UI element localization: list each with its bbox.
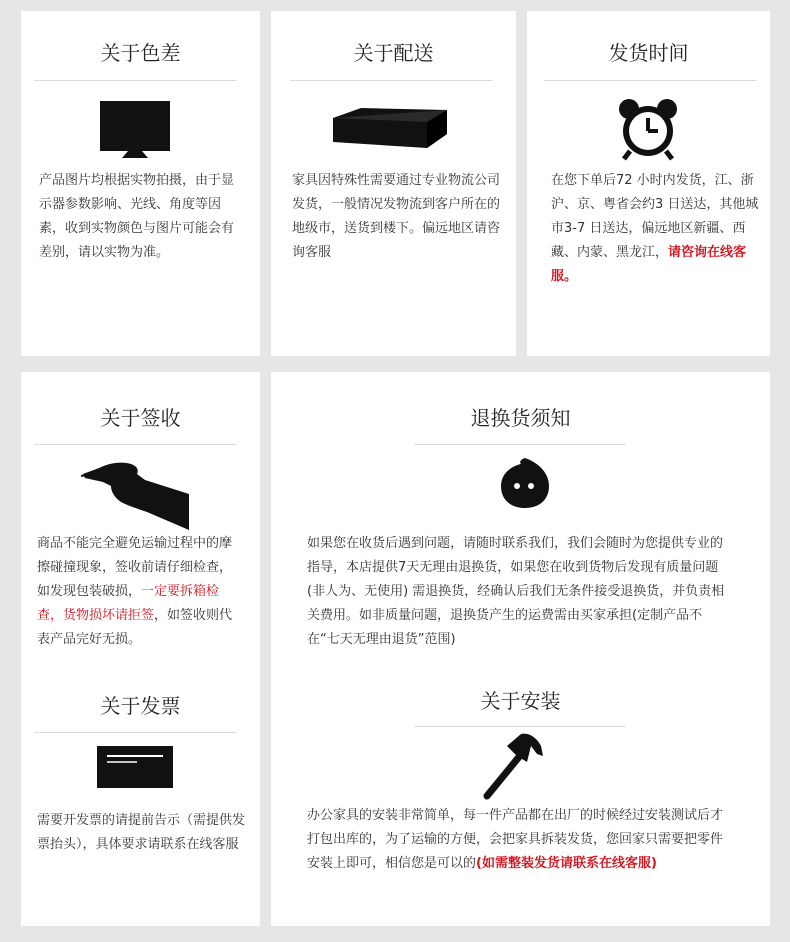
receipt-text-2: ，如签收则代表产品完好无损。 — [37, 608, 233, 647]
card-title: 关于色差 — [100, 41, 181, 65]
install-text: 办公家具的安装非常简单，每一件产品都在出厂的时候经过安装测试后才打包出库的，为了运输的方便，会把家具拆装发货，您回家只需要把零件安装上即可，相信您是可以的 — [307, 808, 724, 871]
install-contact-link[interactable]: (如需整装发货请联系在线客服) — [476, 856, 657, 871]
card-returns-install — [271, 372, 770, 926]
card-title: 关于配送 — [353, 41, 434, 65]
hammer-icon — [479, 732, 549, 802]
card-text: 需要开发票的请提前告示（需提供发票抬头），具体要求请联系在线客服 — [37, 813, 246, 852]
card-ship-time — [527, 11, 770, 356]
card-text: 如果您在收货后遇到问题，请随时联系我们，我们会随时为您提供专业的指导，本店提供7天无理由退换货，如果您在收到货物后发现有质量问题(非人为、无使用) 需退换货，经确认后我们无条件接受退换货，并负责相关费用。如非质量问题，退换货产生的运费需由买家承担(定制产品不在“七天无理由退货”范围) — [307, 536, 725, 647]
card-color-difference — [21, 11, 260, 356]
card-receipt-invoice — [21, 372, 260, 926]
receipt-warning: 一定要拆箱检查，货物损坏请拒签 — [37, 584, 220, 623]
contact-service-link[interactable]: 请咨询在线客服。 — [551, 245, 747, 284]
card-delivery — [271, 11, 516, 356]
card-title: 关于安装 — [480, 689, 561, 713]
invoice-icon — [97, 746, 175, 790]
divider — [544, 80, 756, 81]
card-text: 产品图片均根据实物拍摄，由于显示器参数影响、光线、角度等因素，收到实物颜色与图片可能会有差别，请以实物为准。 — [39, 173, 235, 260]
card-title: 发货时间 — [608, 41, 689, 65]
receipt-text-1: 商品不能完全避免运输过程中的摩擦碰撞现象，签收前请仔细检查，如发现包装破损， — [37, 536, 233, 599]
face-icon — [497, 456, 553, 510]
box-icon — [331, 106, 449, 156]
divider — [414, 444, 626, 445]
divider — [414, 726, 626, 727]
ship-time-text: 在您下单后72 小时内发货，江、浙沪、京、粤省会约3 日送达，其他城市3-7 日送达，偏远地区新疆、西藏、内蒙、黑龙江， — [551, 173, 759, 260]
card-text — [307, 804, 723, 876]
divider — [34, 732, 236, 733]
card-text: 家具因特殊性需要通过专业物流公司发货，一般情况发物流到客户所在的地级市，送货到楼下。偏远地区请咨询客服 — [292, 173, 501, 260]
divider — [34, 444, 236, 445]
monitor-icon — [100, 101, 172, 161]
alarm-clock-icon — [616, 97, 680, 163]
card-text — [37, 532, 243, 652]
card-title: 退换货须知 — [470, 406, 571, 430]
card-title: 关于签收 — [100, 406, 181, 430]
signing-hand-icon — [81, 460, 191, 530]
divider — [34, 80, 236, 81]
card-title: 关于发票 — [100, 694, 181, 718]
divider — [290, 80, 492, 81]
card-text — [551, 169, 759, 289]
